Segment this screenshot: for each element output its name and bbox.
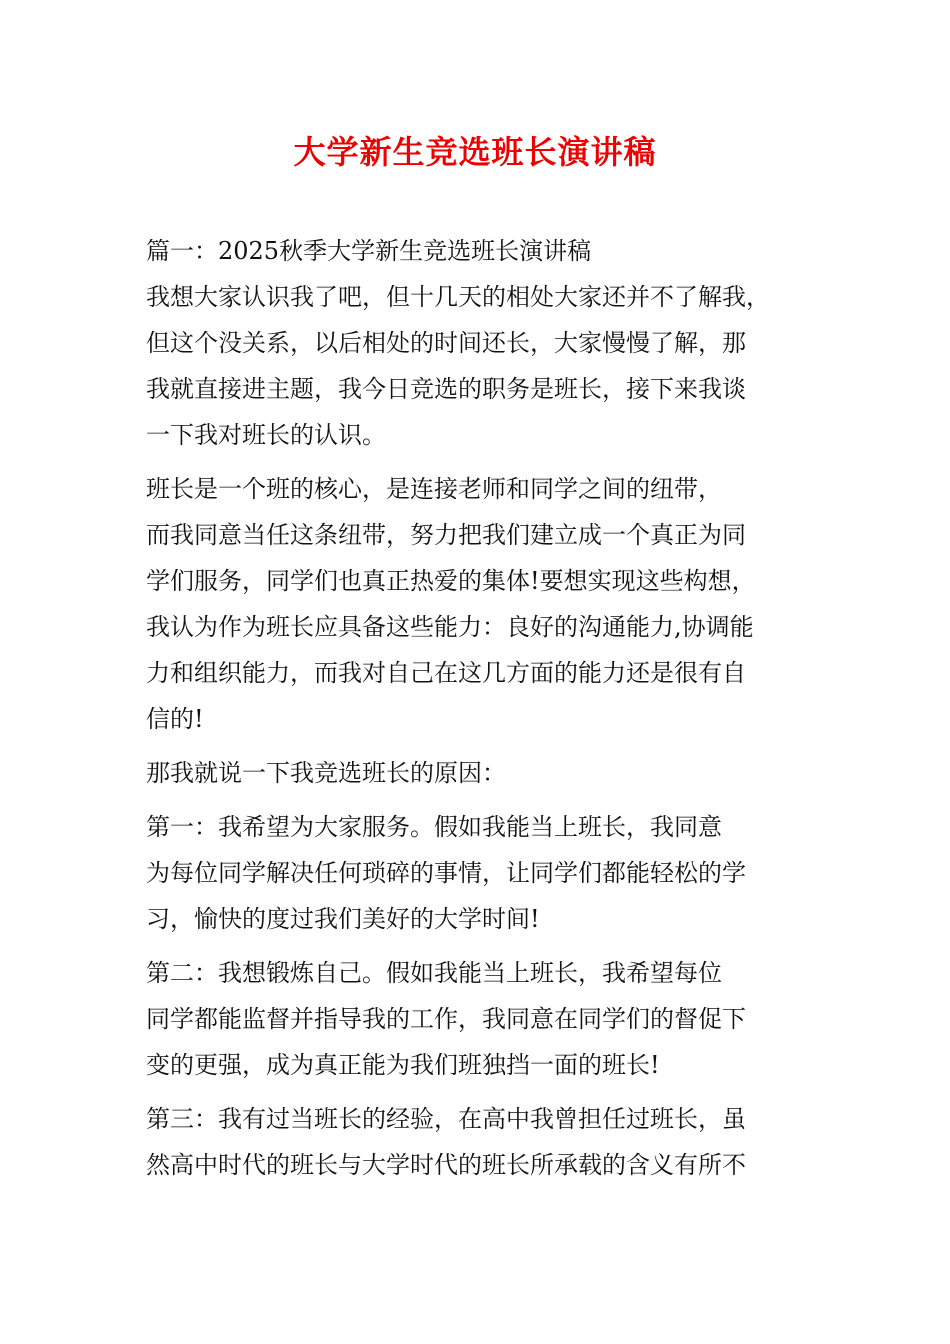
paragraph-line: 但这个没关系，以后相处的时间还长，大家慢慢了解，那 [146, 329, 746, 357]
paragraph-line: 一下我对班长的认识。 [146, 421, 386, 449]
document-title: 大学新生竞选班长演讲稿 [293, 133, 657, 171]
paragraph-line: 而我同意当任这条纽带，努力把我们建立成一个真正为同 [146, 521, 746, 549]
paragraph-line: 班长是一个班的核心，是连接老师和同学之间的纽带， [146, 475, 722, 503]
paragraph-line: 习，愉快的度过我们美好的大学时间! [146, 905, 540, 933]
paragraph-line: 为每位同学解决任何琐碎的事情，让同学们都能轻松的学 [146, 859, 746, 887]
paragraph-line: 第三：我有过当班长的经验，在高中我曾担任过班长，虽 [146, 1105, 746, 1133]
paragraph-line: 我认为作为班长应具备这些能力：良好的沟通能力,协调能 [146, 613, 754, 641]
paragraph-line: 学们服务，同学们也真正热爱的集体!要想实现这些构想， [146, 567, 756, 595]
paragraph-line: 那我就说一下我竞选班长的原因： [146, 759, 506, 787]
paragraph-line: 第一：我希望为大家服务。假如我能当上班长，我同意 [146, 813, 722, 841]
paragraph-line: 我就直接进主题，我今日竞选的职务是班长，接下来我谈 [146, 375, 746, 403]
section-heading: 篇一：2025秋季大学新生竞选班长演讲稿 [146, 237, 592, 265]
paragraph-line: 第二：我想锻炼自己。假如我能当上班长，我希望每位 [146, 959, 722, 987]
paragraph-line: 信的! [146, 705, 204, 733]
paragraph-line: 我想大家认识我了吧，但十几天的相处大家还并不了解我， [146, 283, 770, 311]
paragraph-line: 然高中时代的班长与大学时代的班长所承载的含义有所不 [146, 1151, 746, 1179]
paragraph-line: 力和组织能力，而我对自己在这几方面的能力还是很有自 [146, 659, 746, 687]
document-body [146, 228, 816, 1188]
paragraph-line: 同学都能监督并指导我的工作，我同意在同学们的督促下 [146, 1005, 746, 1033]
paragraph-line: 变的更强，成为真正能为我们班独挡一面的班长! [146, 1051, 660, 1079]
